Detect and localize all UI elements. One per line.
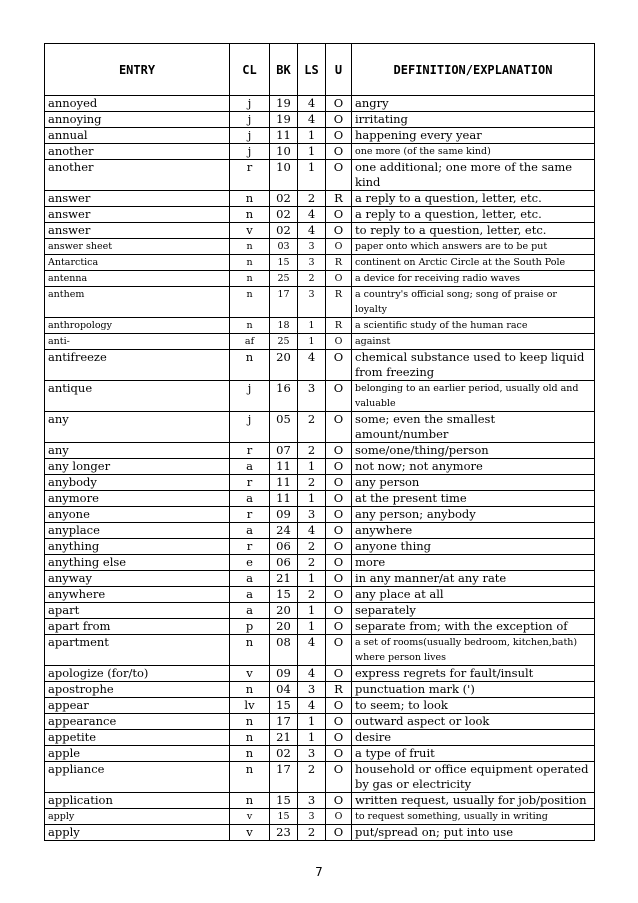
table-row: [45, 459, 595, 475]
definition-cell: any place at all: [352, 587, 595, 603]
entry-cell: Antarctica: [45, 255, 230, 271]
lesson-cell: 2: [298, 587, 326, 603]
table-row: [45, 555, 595, 571]
entry-cell: anymore: [45, 491, 230, 507]
definition-cell: some/one/thing/person: [352, 443, 595, 459]
table-row: [45, 587, 595, 603]
header-definition: DEFINITION/EXPLANATION: [352, 44, 595, 96]
entry-cell: apple: [45, 746, 230, 762]
book-cell: 03: [270, 239, 298, 255]
entry-cell: anti-: [45, 334, 230, 350]
table-row: [45, 191, 595, 207]
lesson-cell: 4: [298, 523, 326, 539]
book-cell: 10: [270, 144, 298, 160]
lesson-cell: 2: [298, 443, 326, 459]
table-row: [45, 128, 595, 144]
table-row: [45, 271, 595, 287]
class-cell: n: [230, 255, 270, 271]
entry-cell: antenna: [45, 271, 230, 287]
header-bk: BK: [270, 44, 298, 96]
entry-cell: any longer: [45, 459, 230, 475]
usage-cell: R: [326, 318, 352, 334]
definition-cell: household or office equipment operated by gas or electricity: [352, 762, 595, 793]
lesson-cell: 1: [298, 730, 326, 746]
entry-cell: apply: [45, 809, 230, 825]
book-cell: 11: [270, 475, 298, 491]
entry-cell: anyway: [45, 571, 230, 587]
book-cell: 04: [270, 682, 298, 698]
header-u: U: [326, 44, 352, 96]
class-cell: r: [230, 160, 270, 191]
class-cell: a: [230, 523, 270, 539]
class-cell: n: [230, 746, 270, 762]
definition-cell: anywhere: [352, 523, 595, 539]
table-row: [45, 825, 595, 841]
class-cell: n: [230, 207, 270, 223]
usage-cell: R: [326, 287, 352, 318]
lesson-cell: 1: [298, 128, 326, 144]
table-row: [45, 635, 595, 666]
definition-cell: to seem; to look: [352, 698, 595, 714]
entry-cell: answer sheet: [45, 239, 230, 255]
lesson-cell: 3: [298, 682, 326, 698]
entry-cell: apologize (for/to): [45, 666, 230, 682]
usage-cell: O: [326, 714, 352, 730]
table-row: [45, 160, 595, 191]
table-row: [45, 223, 595, 239]
table-row: [45, 730, 595, 746]
table-row: [45, 698, 595, 714]
table-row: [45, 762, 595, 793]
book-cell: 15: [270, 809, 298, 825]
class-cell: a: [230, 587, 270, 603]
entry-cell: appearance: [45, 714, 230, 730]
lesson-cell: 2: [298, 412, 326, 443]
class-cell: j: [230, 128, 270, 144]
class-cell: j: [230, 144, 270, 160]
header-cl: CL: [230, 44, 270, 96]
book-cell: 11: [270, 491, 298, 507]
entry-cell: annoyed: [45, 96, 230, 112]
lesson-cell: 4: [298, 223, 326, 239]
lesson-cell: 2: [298, 271, 326, 287]
entry-cell: answer: [45, 223, 230, 239]
lesson-cell: 4: [298, 350, 326, 381]
definition-cell: angry: [352, 96, 595, 112]
table-row: [45, 619, 595, 635]
book-cell: 05: [270, 412, 298, 443]
class-cell: j: [230, 112, 270, 128]
book-cell: 09: [270, 666, 298, 682]
class-cell: v: [230, 825, 270, 841]
class-cell: a: [230, 491, 270, 507]
usage-cell: O: [326, 271, 352, 287]
table-row: [45, 96, 595, 112]
entry-cell: antifreeze: [45, 350, 230, 381]
usage-cell: O: [326, 635, 352, 666]
entry-cell: answer: [45, 191, 230, 207]
book-cell: 17: [270, 714, 298, 730]
book-cell: 08: [270, 635, 298, 666]
entry-cell: anthem: [45, 287, 230, 318]
entry-cell: anthropology: [45, 318, 230, 334]
usage-cell: O: [326, 207, 352, 223]
table-row: [45, 682, 595, 698]
book-cell: 18: [270, 318, 298, 334]
usage-cell: O: [326, 539, 352, 555]
lesson-cell: 4: [298, 666, 326, 682]
book-cell: 07: [270, 443, 298, 459]
lesson-cell: 2: [298, 539, 326, 555]
book-cell: 15: [270, 587, 298, 603]
glossary-table: [44, 43, 595, 841]
entry-cell: appetite: [45, 730, 230, 746]
usage-cell: O: [326, 666, 352, 682]
entry-cell: another: [45, 144, 230, 160]
definition-cell: irritating: [352, 112, 595, 128]
lesson-cell: 2: [298, 475, 326, 491]
page: [44, 43, 594, 841]
book-cell: 17: [270, 287, 298, 318]
definition-cell: some; even the smallest amount/number: [352, 412, 595, 443]
class-cell: lv: [230, 698, 270, 714]
table-header-row: [45, 44, 595, 96]
definition-cell: express regrets for fault/insult: [352, 666, 595, 682]
table-row: [45, 746, 595, 762]
entry-cell: another: [45, 160, 230, 191]
usage-cell: O: [326, 239, 352, 255]
entry-cell: annoying: [45, 112, 230, 128]
definition-cell: chemical substance used to keep liquid from freezing: [352, 350, 595, 381]
book-cell: 21: [270, 571, 298, 587]
table-row: [45, 809, 595, 825]
definition-cell: desire: [352, 730, 595, 746]
usage-cell: O: [326, 112, 352, 128]
class-cell: n: [230, 271, 270, 287]
definition-cell: in any manner/at any rate: [352, 571, 595, 587]
book-cell: 02: [270, 223, 298, 239]
usage-cell: O: [326, 491, 352, 507]
table-row: [45, 443, 595, 459]
entry-cell: apart: [45, 603, 230, 619]
usage-cell: O: [326, 443, 352, 459]
usage-cell: O: [326, 793, 352, 809]
lesson-cell: 3: [298, 793, 326, 809]
table-row: [45, 666, 595, 682]
entry-cell: apply: [45, 825, 230, 841]
entry-cell: any: [45, 412, 230, 443]
entry-cell: apartment: [45, 635, 230, 666]
table-row: [45, 207, 595, 223]
table-row: [45, 112, 595, 128]
entry-cell: appliance: [45, 762, 230, 793]
class-cell: j: [230, 96, 270, 112]
lesson-cell: 1: [298, 318, 326, 334]
class-cell: n: [230, 793, 270, 809]
definition-cell: any person: [352, 475, 595, 491]
entry-cell: any: [45, 443, 230, 459]
definition-cell: a device for receiving radio waves: [352, 271, 595, 287]
usage-cell: O: [326, 507, 352, 523]
definition-cell: any person; anybody: [352, 507, 595, 523]
book-cell: 15: [270, 255, 298, 271]
entry-cell: anything else: [45, 555, 230, 571]
definition-cell: a reply to a question, letter, etc.: [352, 191, 595, 207]
table-row: [45, 475, 595, 491]
class-cell: a: [230, 459, 270, 475]
lesson-cell: 1: [298, 619, 326, 635]
class-cell: r: [230, 539, 270, 555]
definition-cell: a set of rooms(usually bedroom, kitchen,bath) where person lives: [352, 635, 595, 666]
header-entry: ENTRY: [45, 44, 230, 96]
table-row: [45, 793, 595, 809]
lesson-cell: 3: [298, 239, 326, 255]
book-cell: 25: [270, 271, 298, 287]
book-cell: 11: [270, 128, 298, 144]
definition-cell: to request something, usually in writing: [352, 809, 595, 825]
usage-cell: O: [326, 619, 352, 635]
book-cell: 06: [270, 555, 298, 571]
table-row: [45, 603, 595, 619]
table-row: [45, 412, 595, 443]
class-cell: n: [230, 191, 270, 207]
book-cell: 15: [270, 793, 298, 809]
lesson-cell: 3: [298, 507, 326, 523]
class-cell: n: [230, 350, 270, 381]
entry-cell: answer: [45, 207, 230, 223]
class-cell: n: [230, 682, 270, 698]
definition-cell: more: [352, 555, 595, 571]
entry-cell: anywhere: [45, 587, 230, 603]
usage-cell: R: [326, 255, 352, 271]
entry-cell: anyone: [45, 507, 230, 523]
usage-cell: O: [326, 603, 352, 619]
lesson-cell: 1: [298, 714, 326, 730]
definition-cell: happening every year: [352, 128, 595, 144]
lesson-cell: 2: [298, 191, 326, 207]
usage-cell: O: [326, 128, 352, 144]
class-cell: n: [230, 714, 270, 730]
book-cell: 24: [270, 523, 298, 539]
definition-cell: belonging to an earlier period, usually old and valuable: [352, 381, 595, 412]
usage-cell: O: [326, 809, 352, 825]
book-cell: 11: [270, 459, 298, 475]
usage-cell: R: [326, 682, 352, 698]
usage-cell: O: [326, 144, 352, 160]
table-row: [45, 571, 595, 587]
lesson-cell: 3: [298, 381, 326, 412]
header-ls: LS: [298, 44, 326, 96]
book-cell: 02: [270, 746, 298, 762]
book-cell: 16: [270, 381, 298, 412]
usage-cell: O: [326, 334, 352, 350]
class-cell: af: [230, 334, 270, 350]
lesson-cell: 4: [298, 207, 326, 223]
usage-cell: O: [326, 459, 352, 475]
entry-cell: anybody: [45, 475, 230, 491]
usage-cell: O: [326, 825, 352, 841]
definition-cell: one more (of the same kind): [352, 144, 595, 160]
class-cell: n: [230, 318, 270, 334]
lesson-cell: 3: [298, 809, 326, 825]
usage-cell: O: [326, 523, 352, 539]
definition-cell: not now; not anymore: [352, 459, 595, 475]
definition-cell: punctuation mark ('): [352, 682, 595, 698]
lesson-cell: 4: [298, 96, 326, 112]
class-cell: e: [230, 555, 270, 571]
entry-cell: apart from: [45, 619, 230, 635]
class-cell: a: [230, 571, 270, 587]
entry-cell: annual: [45, 128, 230, 144]
book-cell: 20: [270, 619, 298, 635]
class-cell: a: [230, 603, 270, 619]
table-row: [45, 255, 595, 271]
entry-cell: apostrophe: [45, 682, 230, 698]
definition-cell: a country's official song; song of praise or loyalty: [352, 287, 595, 318]
class-cell: r: [230, 443, 270, 459]
book-cell: 21: [270, 730, 298, 746]
table-row: [45, 381, 595, 412]
table-row: [45, 539, 595, 555]
lesson-cell: 1: [298, 334, 326, 350]
usage-cell: O: [326, 381, 352, 412]
table-row: [45, 523, 595, 539]
book-cell: 02: [270, 191, 298, 207]
book-cell: 23: [270, 825, 298, 841]
lesson-cell: 2: [298, 825, 326, 841]
book-cell: 19: [270, 96, 298, 112]
class-cell: n: [230, 287, 270, 318]
class-cell: r: [230, 475, 270, 491]
lesson-cell: 3: [298, 746, 326, 762]
definition-cell: a reply to a question, letter, etc.: [352, 207, 595, 223]
usage-cell: O: [326, 350, 352, 381]
class-cell: p: [230, 619, 270, 635]
definition-cell: put/spread on; put into use: [352, 825, 595, 841]
book-cell: 06: [270, 539, 298, 555]
class-cell: j: [230, 412, 270, 443]
usage-cell: O: [326, 571, 352, 587]
entry-cell: anything: [45, 539, 230, 555]
usage-cell: O: [326, 475, 352, 491]
definition-cell: to reply to a question, letter, etc.: [352, 223, 595, 239]
usage-cell: O: [326, 223, 352, 239]
table-row: [45, 287, 595, 318]
definition-cell: paper onto which answers are to be put: [352, 239, 595, 255]
class-cell: v: [230, 666, 270, 682]
class-cell: n: [230, 730, 270, 746]
entry-cell: application: [45, 793, 230, 809]
definition-cell: at the present time: [352, 491, 595, 507]
usage-cell: O: [326, 698, 352, 714]
usage-cell: O: [326, 412, 352, 443]
usage-cell: O: [326, 96, 352, 112]
usage-cell: O: [326, 730, 352, 746]
usage-cell: R: [326, 191, 352, 207]
page-number: 7: [315, 865, 323, 879]
usage-cell: O: [326, 746, 352, 762]
definition-cell: anyone thing: [352, 539, 595, 555]
definition-cell: a type of fruit: [352, 746, 595, 762]
definition-cell: separately: [352, 603, 595, 619]
lesson-cell: 1: [298, 603, 326, 619]
definition-cell: continent on Arctic Circle at the South Pole: [352, 255, 595, 271]
lesson-cell: 4: [298, 635, 326, 666]
book-cell: 17: [270, 762, 298, 793]
lesson-cell: 4: [298, 698, 326, 714]
table-row: [45, 318, 595, 334]
book-cell: 09: [270, 507, 298, 523]
lesson-cell: 2: [298, 555, 326, 571]
class-cell: v: [230, 223, 270, 239]
lesson-cell: 1: [298, 571, 326, 587]
definition-cell: against: [352, 334, 595, 350]
usage-cell: O: [326, 587, 352, 603]
class-cell: r: [230, 507, 270, 523]
definition-cell: a scientific study of the human race: [352, 318, 595, 334]
book-cell: 02: [270, 207, 298, 223]
book-cell: 20: [270, 350, 298, 381]
lesson-cell: 3: [298, 287, 326, 318]
lesson-cell: 1: [298, 459, 326, 475]
table-row: [45, 334, 595, 350]
book-cell: 25: [270, 334, 298, 350]
definition-cell: one additional; one more of the same kind: [352, 160, 595, 191]
definition-cell: outward aspect or look: [352, 714, 595, 730]
entry-cell: antique: [45, 381, 230, 412]
lesson-cell: 1: [298, 160, 326, 191]
table-row: [45, 714, 595, 730]
table-row: [45, 144, 595, 160]
table-row: [45, 239, 595, 255]
table-row: [45, 350, 595, 381]
book-cell: 10: [270, 160, 298, 191]
lesson-cell: 1: [298, 144, 326, 160]
class-cell: j: [230, 381, 270, 412]
class-cell: v: [230, 809, 270, 825]
lesson-cell: 2: [298, 762, 326, 793]
definition-cell: written request, usually for job/position: [352, 793, 595, 809]
book-cell: 19: [270, 112, 298, 128]
lesson-cell: 3: [298, 255, 326, 271]
usage-cell: O: [326, 160, 352, 191]
usage-cell: O: [326, 555, 352, 571]
table-body: [45, 96, 595, 841]
entry-cell: anyplace: [45, 523, 230, 539]
lesson-cell: 4: [298, 112, 326, 128]
class-cell: n: [230, 239, 270, 255]
book-cell: 15: [270, 698, 298, 714]
lesson-cell: 1: [298, 491, 326, 507]
table-row: [45, 491, 595, 507]
table-row: [45, 507, 595, 523]
class-cell: n: [230, 762, 270, 793]
usage-cell: O: [326, 762, 352, 793]
class-cell: n: [230, 635, 270, 666]
entry-cell: appear: [45, 698, 230, 714]
definition-cell: separate from; with the exception of: [352, 619, 595, 635]
book-cell: 20: [270, 603, 298, 619]
